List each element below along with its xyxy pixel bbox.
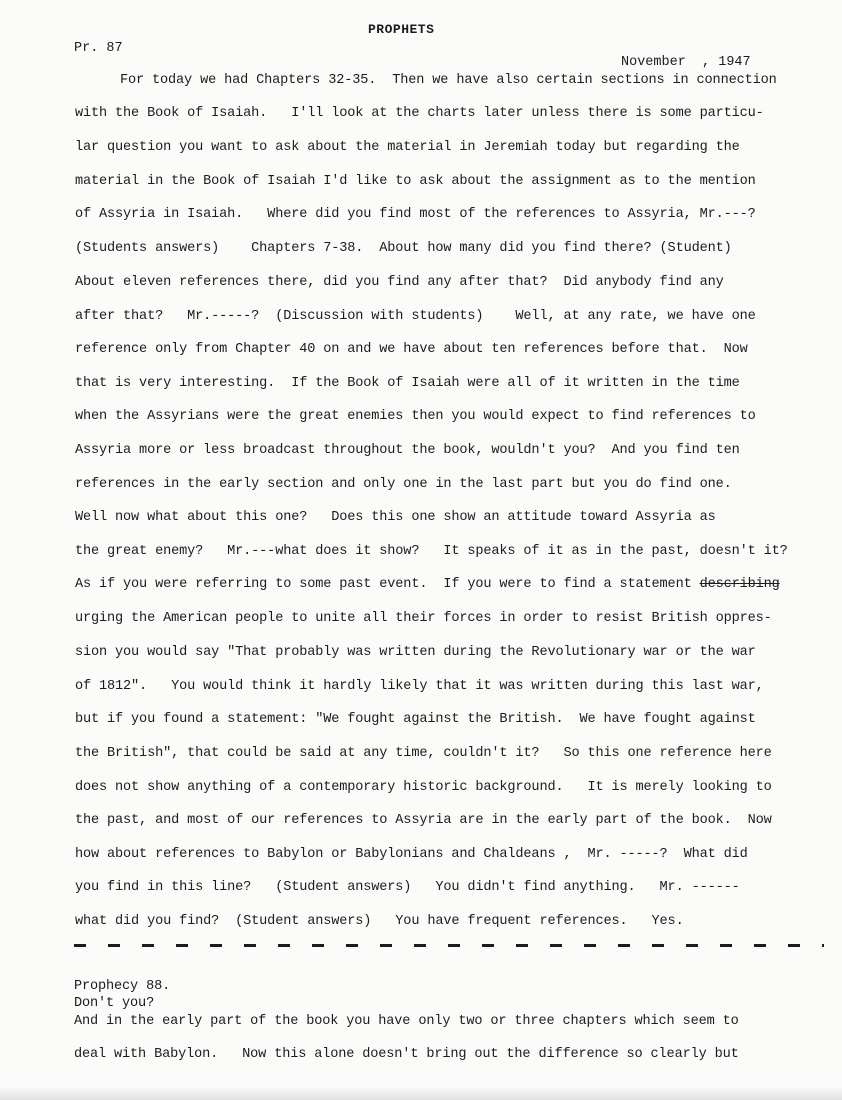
body-line: what did you find? (Student answers) You have frequent references. Yes.: [75, 914, 684, 929]
body-line-with-strike: [75, 577, 780, 592]
body-line: the past, and most of our references to Assyria are in the early part of the book. Now: [75, 813, 772, 828]
body-line: urging the American people to unite all their forces in order to resist British oppres-: [75, 611, 772, 626]
body-line: of 1812". You would think it hardly likely that it was written during this last war,: [75, 679, 764, 694]
body-line: of Assyria in Isaiah. Where did you find most of the references to Assyria, Mr.---?: [75, 207, 756, 222]
body-line: but if you found a statement: "We fought against the British. We have fought against: [75, 712, 756, 727]
footer-line: deal with Babylon. Now this alone doesn't bring out the difference so clearly but: [74, 1047, 739, 1062]
footer-line: And in the early part of the book you have only two or three chapters which seem to: [74, 1014, 739, 1029]
body-line: does not show anything of a contemporary historic background. It is merely looking to: [75, 780, 772, 795]
body-line: About eleven references there, did you find any after that? Did anybody find any: [75, 275, 724, 290]
body-line: (Students answers) Chapters 7-38. About how many did you find there? (Student): [75, 241, 732, 256]
body-line: Well now what about this one? Does this one show an attitude toward Assyria as: [75, 510, 716, 525]
body-line: lar question you want to ask about the material in Jeremiah today but regarding the: [75, 140, 740, 155]
page-title: PROPHETS: [368, 22, 435, 37]
body-line: with the Book of Isaiah. I'll look at the charts later unless there is some particu-: [75, 106, 764, 121]
body-line: As if you were referring to some past event. If you were to find a statement: [75, 577, 700, 592]
body-line: material in the Book of Isaiah I'd like to ask about the assignment as to the mention: [75, 174, 756, 189]
date-line: November , 1947: [621, 55, 751, 70]
body-line: you find in this line? (Student answers) You didn't find anything. Mr. ------: [75, 880, 740, 895]
body-line: For today we had Chapters 32-35. Then we have also certain sections in connection: [120, 73, 777, 88]
scan-edge-shadow: [0, 1086, 842, 1100]
footer-line: Don't you?: [74, 996, 155, 1011]
footer-line: Prophecy 88.: [74, 979, 171, 994]
body-line: the great enemy? Mr.---what does it show? It speaks of it as in the past, doesn't it?: [75, 544, 788, 559]
body-line: the British", that could be said at any time, couldn't it? So this one reference here: [75, 746, 772, 761]
dashed-divider: [74, 944, 824, 947]
body-line: Assyria more or less broadcast throughout the book, wouldn't you? And you find ten: [75, 443, 740, 458]
body-line: after that? Mr.-----? (Discussion with students) Well, at any rate, we have one: [75, 309, 756, 324]
page-reference: Pr. 87: [74, 41, 123, 56]
body-line: how about references to Babylon or Babylonians and Chaldeans , Mr. -----? What did: [75, 847, 748, 862]
body-line: sion you would say "That probably was written during the Revolutionary war or the war: [75, 645, 756, 660]
struck-word: describing: [699, 577, 780, 592]
body-line: that is very interesting. If the Book of Isaiah were all of it written in the time: [75, 376, 740, 391]
body-line: reference only from Chapter 40 on and we have about ten references before that. Now: [75, 342, 748, 357]
body-line: when the Assyrians were the great enemies then you would expect to find references to: [75, 409, 756, 424]
body-line: references in the early section and only one in the last part but you do find one.: [75, 477, 732, 492]
